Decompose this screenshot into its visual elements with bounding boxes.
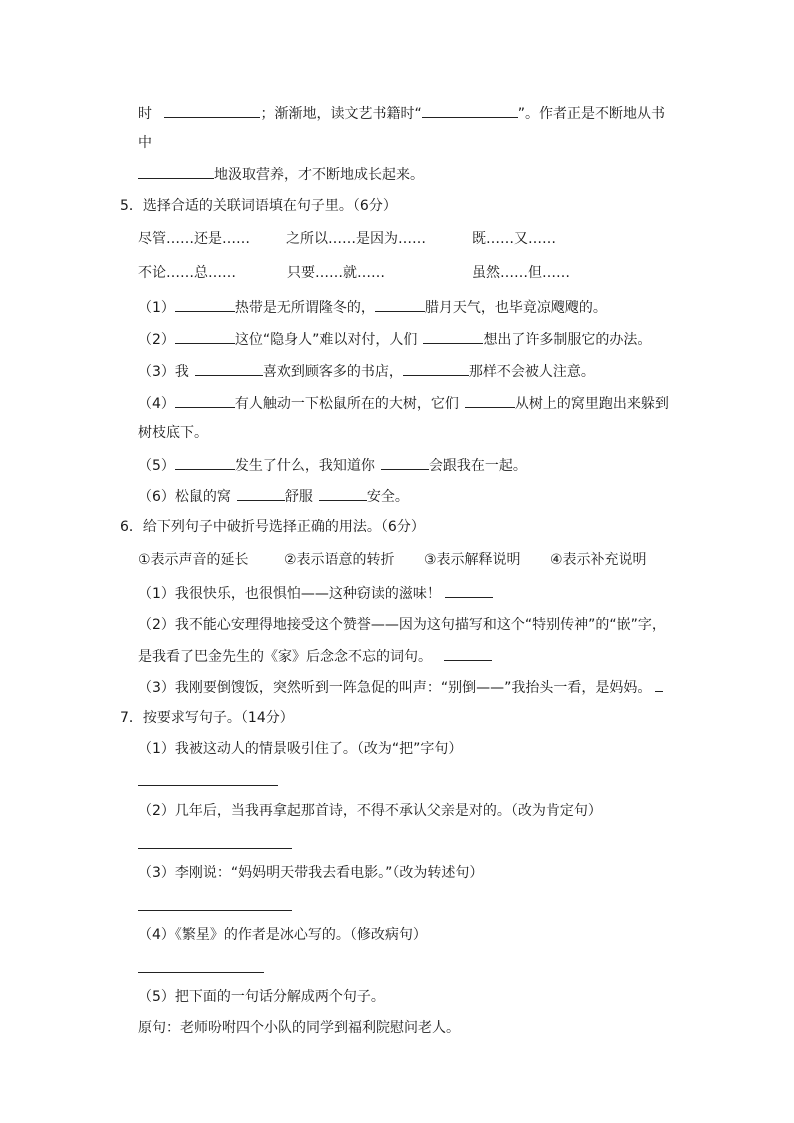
fill-blank[interactable] xyxy=(403,361,469,376)
fill-blank[interactable] xyxy=(381,455,429,470)
q6-sentence-3 xyxy=(138,677,663,697)
text: （3）我刚要倒馊饭，突然听到一阵急促的叫声：“别倒——”我抬头一看，是妈妈。 xyxy=(138,680,652,696)
text: 有人触动一下松鼠所在的大树，它们 xyxy=(234,396,459,412)
text: 是我看了巴金先生的《家》后念念不忘的词句。 xyxy=(138,649,432,665)
q5-sentence-6 xyxy=(138,486,409,506)
text: 腊月天气，也毕竟凉飕飕的。 xyxy=(424,300,607,316)
text: 发生了什么，我知道你 xyxy=(234,458,375,474)
cont-line-3 xyxy=(138,164,424,184)
q5-sentence-4 xyxy=(138,393,669,413)
text: 喜欢到顾客多的书店， xyxy=(262,364,403,380)
text: 地汲取营养，才不断地成长起来。 xyxy=(214,167,424,183)
text: 这位“隐身人”难以对付，人们 xyxy=(234,332,418,348)
text: 热带是无所谓隆冬的， xyxy=(234,300,375,316)
q6-option: ③表示解释说明 xyxy=(424,552,521,568)
text: （6）松鼠的窝 xyxy=(138,489,231,505)
text: （1）我很快乐，也很惧怕——这种窃读的滋味！ xyxy=(138,586,441,602)
fill-blank[interactable] xyxy=(175,455,235,470)
q6-option: ②表示语意的转折 xyxy=(284,552,395,568)
text: （4） xyxy=(138,396,175,412)
cont-line-2 xyxy=(138,133,152,153)
fill-blank[interactable] xyxy=(138,164,214,179)
text: ；渐渐地，读文艺书籍时“ xyxy=(260,106,422,122)
text: 那样不会被人注意。 xyxy=(468,364,595,380)
answer-line[interactable] xyxy=(138,785,278,786)
text: 会跟我在一起。 xyxy=(428,458,527,474)
fill-blank[interactable] xyxy=(319,486,367,501)
q6-sentence-1 xyxy=(138,583,493,603)
q5-sentence-5 xyxy=(138,455,527,475)
fill-blank[interactable] xyxy=(237,486,285,501)
q5-title: 5．选择合适的关联词语填在句子里。（6分） xyxy=(120,198,397,214)
text: 舒服 xyxy=(284,489,313,505)
fill-blank[interactable] xyxy=(423,329,483,344)
text: （3）我 xyxy=(138,364,189,380)
q6-title: 6．给下列句子中破折号选择正确的用法。（6分） xyxy=(120,519,425,535)
text: 时 xyxy=(138,106,152,122)
text: 安全。 xyxy=(366,489,409,505)
fill-blank[interactable] xyxy=(175,393,235,408)
q5-sentence-4-cont: 树枝底下。 xyxy=(138,425,208,441)
q5-option: 之所以……是因为…… xyxy=(286,231,426,247)
answer-blank[interactable] xyxy=(655,677,663,692)
q5-sentence-1 xyxy=(138,297,607,317)
q6-sentence-2: （2）我不能心安理得地接受这个赞誉——因为这句描写和这个“特别传神”的“嵌”字， xyxy=(138,617,666,633)
text: ”。作者正是不断地从书 xyxy=(517,106,665,122)
q5-sentence-3 xyxy=(138,361,595,381)
fill-blank[interactable] xyxy=(164,103,260,118)
answer-line[interactable] xyxy=(138,910,292,911)
q5-option: 不论……总…… xyxy=(138,265,236,281)
text: （5） xyxy=(138,458,175,474)
q7-sentence-2: （2）几年后，当我再拿起那首诗，不得不承认父亲是对的。（改为肯定句） xyxy=(138,803,602,819)
q7-sentence-5-original: 原句：老师吩咐四个小队的同学到福利院慰问老人。 xyxy=(138,1020,460,1036)
q6-option: ①表示声音的延长 xyxy=(138,552,249,568)
text: 中 xyxy=(138,135,152,151)
q7-sentence-5: （5）把下面的一句话分解成两个句子。 xyxy=(138,989,385,1005)
answer-line[interactable] xyxy=(138,972,264,973)
q7-title: 7．按要求写句子。（14分） xyxy=(120,710,294,726)
q7-sentence-3: （3）李刚说：“妈妈明天带我去看电影。”（改为转述句） xyxy=(138,865,484,881)
q5-option: 虽然……但…… xyxy=(472,265,570,281)
text: 从树上的窝里跑出来躲到 xyxy=(514,396,669,412)
fill-blank[interactable] xyxy=(195,361,263,376)
answer-blank[interactable] xyxy=(445,583,493,598)
fill-blank[interactable] xyxy=(175,297,235,312)
fill-blank[interactable] xyxy=(465,393,515,408)
fill-blank[interactable] xyxy=(175,329,235,344)
q7-sentence-4: （4）《繁星》的作者是冰心写的。（修改病句） xyxy=(138,927,427,943)
q5-sentence-2 xyxy=(138,329,651,349)
q5-option: 既……又…… xyxy=(472,231,556,247)
q6-sentence-2-cont xyxy=(138,646,492,666)
q7-sentence-1: （1）我被这动人的情景吸引住了。（改为“把”字句） xyxy=(138,741,463,757)
fill-blank[interactable] xyxy=(422,103,518,118)
text: 想出了许多制服它的办法。 xyxy=(483,332,652,348)
q6-option: ④表示补充说明 xyxy=(550,552,647,568)
text: （1） xyxy=(138,300,175,316)
answer-blank[interactable] xyxy=(444,646,492,661)
fill-blank[interactable] xyxy=(375,297,425,312)
q5-option: 只要……就…… xyxy=(287,265,385,281)
cont-line-1 xyxy=(138,103,665,123)
q5-option: 尽管……还是…… xyxy=(138,231,250,247)
text: （2） xyxy=(138,332,175,348)
answer-line[interactable] xyxy=(138,848,292,849)
